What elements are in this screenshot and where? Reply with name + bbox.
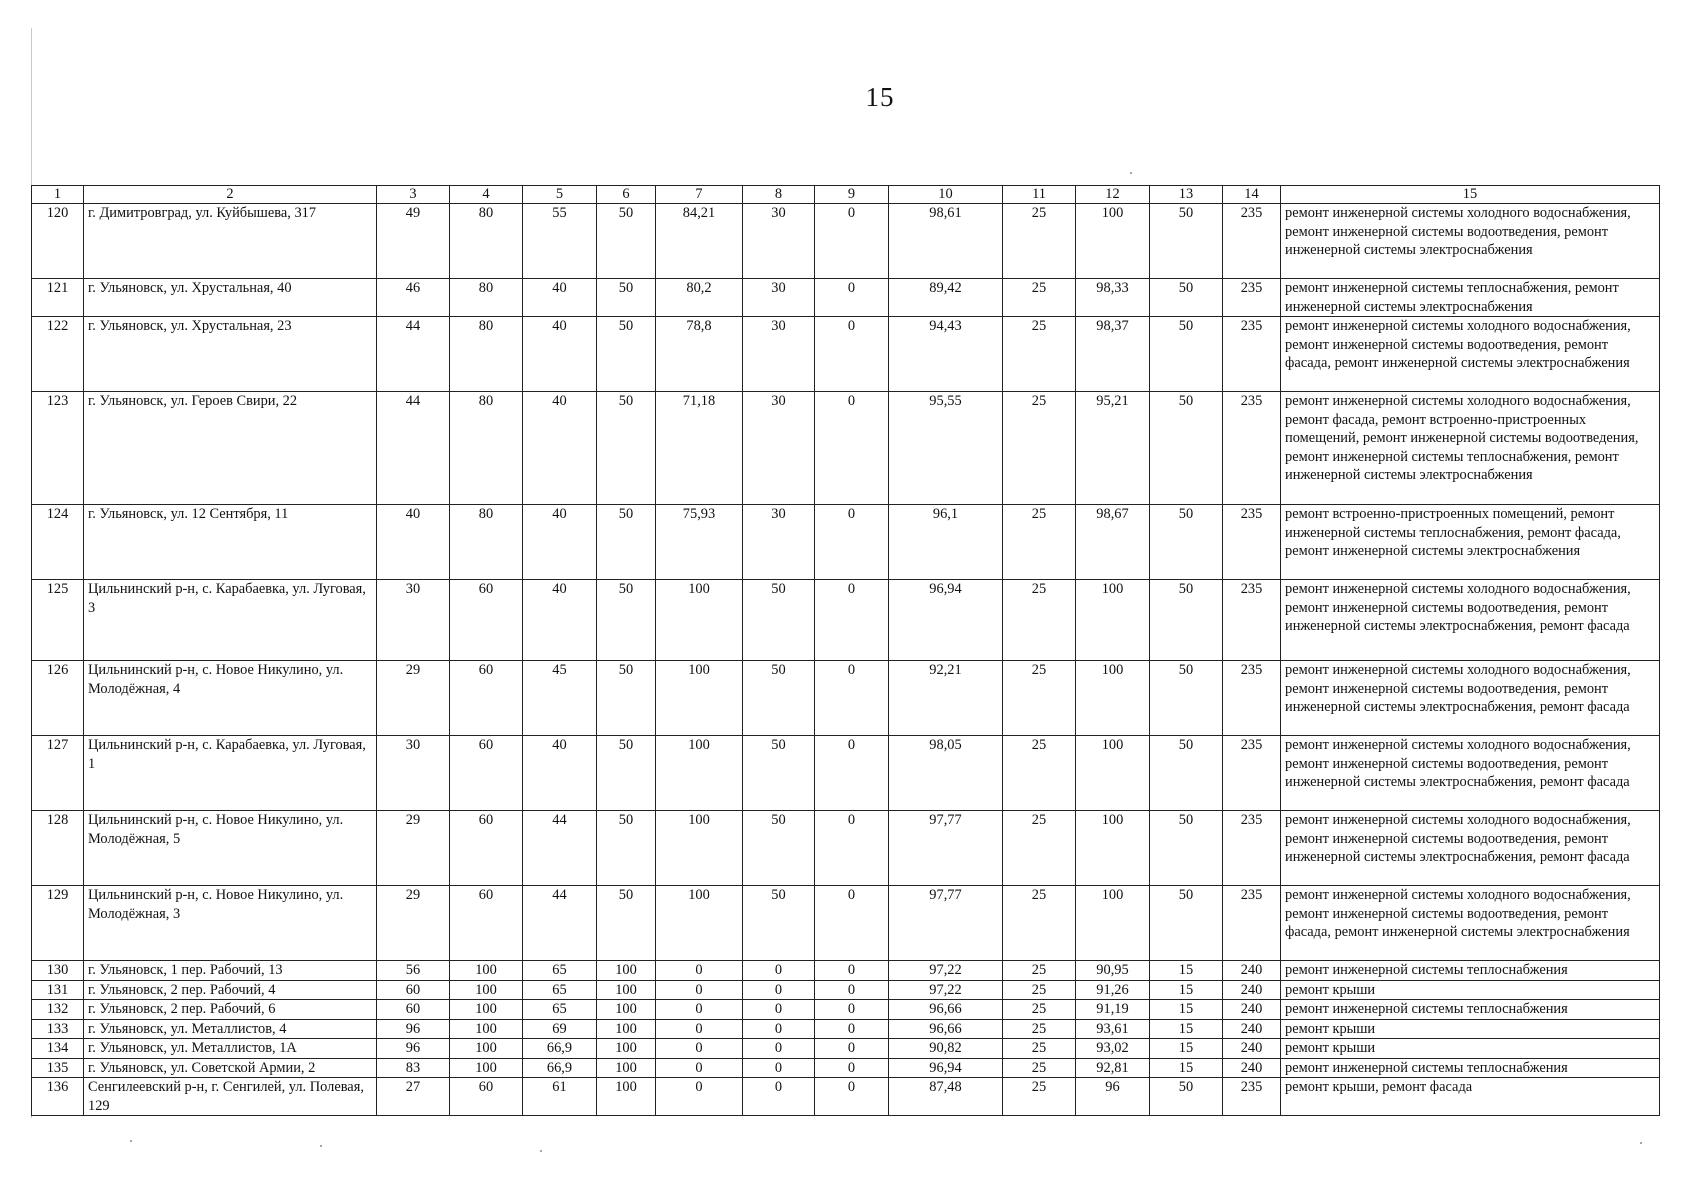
value-cell: 100 bbox=[450, 961, 523, 981]
value-cell: 100 bbox=[597, 1039, 656, 1059]
value-cell: 96,94 bbox=[889, 1058, 1003, 1078]
table-row bbox=[32, 811, 1660, 886]
value-cell: 27 bbox=[377, 1078, 450, 1116]
table-row bbox=[32, 886, 1660, 961]
value-cell: 100 bbox=[1076, 661, 1150, 736]
value-cell: 25 bbox=[1003, 980, 1076, 1000]
value-cell: 0 bbox=[743, 1019, 815, 1039]
value-cell: 15 bbox=[1150, 1058, 1223, 1078]
value-cell: 0 bbox=[656, 961, 743, 981]
value-cell: 97,77 bbox=[889, 886, 1003, 961]
value-cell: 40 bbox=[523, 736, 597, 811]
value-cell: 50 bbox=[597, 505, 656, 580]
works-cell: ремонт инженерной системы холодного водоснабжения, ремонт инженерной системы водоотведения, ремонт фасада, ремонт инженерной системы электроснабжения bbox=[1281, 317, 1660, 392]
value-cell: 100 bbox=[597, 1000, 656, 1020]
value-cell: 49 bbox=[377, 204, 450, 279]
table-row bbox=[32, 204, 1660, 279]
value-cell: 98,67 bbox=[1076, 505, 1150, 580]
value-cell: 50 bbox=[1150, 661, 1223, 736]
table-row bbox=[32, 1019, 1660, 1039]
table-row bbox=[32, 279, 1660, 317]
value-cell: 96 bbox=[1076, 1078, 1150, 1116]
value-cell: 29 bbox=[377, 886, 450, 961]
value-cell: 240 bbox=[1223, 1019, 1281, 1039]
table-row bbox=[32, 580, 1660, 661]
value-cell: 25 bbox=[1003, 1058, 1076, 1078]
value-cell: 235 bbox=[1223, 505, 1281, 580]
value-cell: 235 bbox=[1223, 661, 1281, 736]
value-cell: 0 bbox=[815, 505, 889, 580]
value-cell: 40 bbox=[523, 505, 597, 580]
works-cell: ремонт инженерной системы холодного водоснабжения, ремонт инженерной системы водоотведения, ремонт инженерной системы электроснабжения, ремонт фасада bbox=[1281, 580, 1660, 661]
row-number-cell: 120 bbox=[32, 204, 84, 279]
value-cell: 0 bbox=[815, 1039, 889, 1059]
value-cell: 240 bbox=[1223, 1058, 1281, 1078]
value-cell: 93,61 bbox=[1076, 1019, 1150, 1039]
value-cell: 100 bbox=[450, 1058, 523, 1078]
value-cell: 98,37 bbox=[1076, 317, 1150, 392]
column-header: 11 bbox=[1003, 186, 1076, 204]
value-cell: 50 bbox=[1150, 580, 1223, 661]
value-cell: 50 bbox=[1150, 279, 1223, 317]
address-cell: Цильнинский р-н, с. Новое Никулино, ул. Молодёжная, 3 bbox=[84, 886, 377, 961]
table-row bbox=[32, 1000, 1660, 1020]
value-cell: 25 bbox=[1003, 392, 1076, 505]
value-cell: 44 bbox=[377, 392, 450, 505]
value-cell: 95,55 bbox=[889, 392, 1003, 505]
value-cell: 25 bbox=[1003, 317, 1076, 392]
column-header: 14 bbox=[1223, 186, 1281, 204]
value-cell: 0 bbox=[656, 1000, 743, 1020]
value-cell: 235 bbox=[1223, 811, 1281, 886]
row-number-cell: 127 bbox=[32, 736, 84, 811]
value-cell: 0 bbox=[815, 1078, 889, 1116]
value-cell: 60 bbox=[450, 811, 523, 886]
value-cell: 60 bbox=[450, 1078, 523, 1116]
works-cell: ремонт инженерной системы холодного водоснабжения, ремонт инженерной системы водоотведения, ремонт инженерной системы электроснабжения bbox=[1281, 204, 1660, 279]
value-cell: 44 bbox=[523, 886, 597, 961]
value-cell: 93,02 bbox=[1076, 1039, 1150, 1059]
value-cell: 100 bbox=[1076, 886, 1150, 961]
value-cell: 240 bbox=[1223, 1039, 1281, 1059]
value-cell: 100 bbox=[1076, 811, 1150, 886]
value-cell: 0 bbox=[656, 1058, 743, 1078]
value-cell: 98,05 bbox=[889, 736, 1003, 811]
value-cell: 0 bbox=[815, 661, 889, 736]
value-cell: 65 bbox=[523, 980, 597, 1000]
value-cell: 15 bbox=[1150, 961, 1223, 981]
value-cell: 0 bbox=[815, 1058, 889, 1078]
value-cell: 40 bbox=[377, 505, 450, 580]
value-cell: 25 bbox=[1003, 505, 1076, 580]
value-cell: 25 bbox=[1003, 580, 1076, 661]
value-cell: 100 bbox=[450, 1019, 523, 1039]
value-cell: 30 bbox=[743, 317, 815, 392]
value-cell: 66,9 bbox=[523, 1058, 597, 1078]
value-cell: 96,66 bbox=[889, 1000, 1003, 1020]
value-cell: 80 bbox=[450, 279, 523, 317]
column-header: 6 bbox=[597, 186, 656, 204]
value-cell: 15 bbox=[1150, 1000, 1223, 1020]
column-header: 2 bbox=[84, 186, 377, 204]
value-cell: 96,1 bbox=[889, 505, 1003, 580]
data-table bbox=[31, 185, 1660, 1116]
value-cell: 0 bbox=[815, 580, 889, 661]
value-cell: 235 bbox=[1223, 886, 1281, 961]
value-cell: 15 bbox=[1150, 1039, 1223, 1059]
table-row bbox=[32, 505, 1660, 580]
value-cell: 30 bbox=[743, 279, 815, 317]
column-header: 10 bbox=[889, 186, 1003, 204]
works-cell: ремонт инженерной системы холодного водоснабжения, ремонт инженерной системы водоотведения, ремонт фасада, ремонт инженерной системы электроснабжения bbox=[1281, 886, 1660, 961]
value-cell: 235 bbox=[1223, 1078, 1281, 1116]
value-cell: 30 bbox=[743, 392, 815, 505]
value-cell: 83 bbox=[377, 1058, 450, 1078]
value-cell: 50 bbox=[1150, 392, 1223, 505]
value-cell: 50 bbox=[597, 736, 656, 811]
value-cell: 65 bbox=[523, 961, 597, 981]
value-cell: 30 bbox=[377, 736, 450, 811]
value-cell: 235 bbox=[1223, 392, 1281, 505]
value-cell: 30 bbox=[743, 505, 815, 580]
value-cell: 65 bbox=[523, 1000, 597, 1020]
value-cell: 40 bbox=[523, 317, 597, 392]
value-cell: 0 bbox=[743, 980, 815, 1000]
address-cell: г. Ульяновск, 2 пер. Рабочий, 6 bbox=[84, 1000, 377, 1020]
works-cell: ремонт крыши bbox=[1281, 1039, 1660, 1059]
column-header: 4 bbox=[450, 186, 523, 204]
value-cell: 100 bbox=[597, 961, 656, 981]
value-cell: 0 bbox=[815, 279, 889, 317]
value-cell: 98,61 bbox=[889, 204, 1003, 279]
value-cell: 0 bbox=[815, 961, 889, 981]
value-cell: 0 bbox=[656, 1078, 743, 1116]
value-cell: 50 bbox=[597, 392, 656, 505]
value-cell: 92,21 bbox=[889, 661, 1003, 736]
value-cell: 80 bbox=[450, 392, 523, 505]
value-cell: 0 bbox=[743, 1039, 815, 1059]
address-cell: г. Ульяновск, 2 пер. Рабочий, 4 bbox=[84, 980, 377, 1000]
value-cell: 40 bbox=[523, 392, 597, 505]
table-row bbox=[32, 317, 1660, 392]
row-number-cell: 130 bbox=[32, 961, 84, 981]
column-number-row bbox=[32, 186, 1660, 204]
value-cell: 240 bbox=[1223, 980, 1281, 1000]
value-cell: 240 bbox=[1223, 1000, 1281, 1020]
column-header: 8 bbox=[743, 186, 815, 204]
scan-speck bbox=[320, 1145, 322, 1147]
value-cell: 240 bbox=[1223, 961, 1281, 981]
value-cell: 235 bbox=[1223, 279, 1281, 317]
row-number-cell: 136 bbox=[32, 1078, 84, 1116]
value-cell: 71,18 bbox=[656, 392, 743, 505]
row-number-cell: 125 bbox=[32, 580, 84, 661]
value-cell: 29 bbox=[377, 661, 450, 736]
works-cell: ремонт встроенно-пристроенных помещений, ремонт инженерной системы теплоснабжения, ремонт фасада, ремонт инженерной системы электроснабжения bbox=[1281, 505, 1660, 580]
table-row bbox=[32, 736, 1660, 811]
works-cell: ремонт инженерной системы холодного водоснабжения, ремонт инженерной системы водоотведения, ремонт инженерной системы электроснабжения, ремонт фасада bbox=[1281, 736, 1660, 811]
value-cell: 50 bbox=[1150, 204, 1223, 279]
value-cell: 90,95 bbox=[1076, 961, 1150, 981]
value-cell: 60 bbox=[450, 886, 523, 961]
table-row bbox=[32, 961, 1660, 981]
value-cell: 91,19 bbox=[1076, 1000, 1150, 1020]
value-cell: 25 bbox=[1003, 279, 1076, 317]
value-cell: 69 bbox=[523, 1019, 597, 1039]
value-cell: 87,48 bbox=[889, 1078, 1003, 1116]
column-header: 15 bbox=[1281, 186, 1660, 204]
value-cell: 50 bbox=[743, 811, 815, 886]
value-cell: 50 bbox=[743, 661, 815, 736]
value-cell: 50 bbox=[1150, 886, 1223, 961]
value-cell: 56 bbox=[377, 961, 450, 981]
works-cell: ремонт крыши, ремонт фасада bbox=[1281, 1078, 1660, 1116]
value-cell: 60 bbox=[450, 736, 523, 811]
value-cell: 96 bbox=[377, 1039, 450, 1059]
value-cell: 75,93 bbox=[656, 505, 743, 580]
address-cell: г. Ульяновск, ул. Хрустальная, 40 bbox=[84, 279, 377, 317]
value-cell: 0 bbox=[743, 961, 815, 981]
value-cell: 96,94 bbox=[889, 580, 1003, 661]
value-cell: 0 bbox=[815, 204, 889, 279]
table-row bbox=[32, 980, 1660, 1000]
column-header: 12 bbox=[1076, 186, 1150, 204]
address-cell: г. Ульяновск, ул. Советской Армии, 2 bbox=[84, 1058, 377, 1078]
value-cell: 97,77 bbox=[889, 811, 1003, 886]
value-cell: 30 bbox=[743, 204, 815, 279]
row-number-cell: 134 bbox=[32, 1039, 84, 1059]
value-cell: 100 bbox=[656, 736, 743, 811]
address-cell: Цильнинский р-н, с. Карабаевка, ул. Луговая, 3 bbox=[84, 580, 377, 661]
value-cell: 100 bbox=[597, 1078, 656, 1116]
value-cell: 84,21 bbox=[656, 204, 743, 279]
value-cell: 96,66 bbox=[889, 1019, 1003, 1039]
value-cell: 0 bbox=[815, 392, 889, 505]
value-cell: 80 bbox=[450, 204, 523, 279]
value-cell: 0 bbox=[815, 1019, 889, 1039]
works-cell: ремонт инженерной системы теплоснабжения bbox=[1281, 961, 1660, 981]
value-cell: 98,33 bbox=[1076, 279, 1150, 317]
row-number-cell: 129 bbox=[32, 886, 84, 961]
page-number: 15 bbox=[865, 82, 895, 112]
value-cell: 80 bbox=[450, 505, 523, 580]
value-cell: 0 bbox=[656, 1039, 743, 1059]
value-cell: 97,22 bbox=[889, 980, 1003, 1000]
value-cell: 100 bbox=[597, 1019, 656, 1039]
value-cell: 60 bbox=[450, 580, 523, 661]
scan-speck bbox=[1130, 172, 1132, 174]
address-cell: г. Ульяновск, ул. Металлистов, 1А bbox=[84, 1039, 377, 1059]
address-cell: Цильнинский р-н, с. Карабаевка, ул. Луговая, 1 bbox=[84, 736, 377, 811]
value-cell: 25 bbox=[1003, 1039, 1076, 1059]
value-cell: 100 bbox=[1076, 204, 1150, 279]
value-cell: 30 bbox=[377, 580, 450, 661]
address-cell: Цильнинский р-н, с. Новое Никулино, ул. Молодёжная, 4 bbox=[84, 661, 377, 736]
value-cell: 60 bbox=[450, 661, 523, 736]
value-cell: 100 bbox=[450, 1039, 523, 1059]
works-cell: ремонт инженерной системы теплоснабжения bbox=[1281, 1058, 1660, 1078]
works-cell: ремонт инженерной системы холодного водоснабжения, ремонт инженерной системы водоотведения, ремонт инженерной системы электроснабжения, ремонт фасада bbox=[1281, 661, 1660, 736]
scan-speck bbox=[130, 1140, 132, 1142]
works-cell: ремонт инженерной системы холодного водоснабжения, ремонт инженерной системы водоотведения, ремонт инженерной системы электроснабжения, ремонт фасада bbox=[1281, 811, 1660, 886]
row-number-cell: 131 bbox=[32, 980, 84, 1000]
value-cell: 100 bbox=[1076, 580, 1150, 661]
value-cell: 50 bbox=[1150, 1078, 1223, 1116]
value-cell: 0 bbox=[743, 1078, 815, 1116]
value-cell: 25 bbox=[1003, 1078, 1076, 1116]
value-cell: 80 bbox=[450, 317, 523, 392]
value-cell: 50 bbox=[597, 661, 656, 736]
value-cell: 0 bbox=[656, 980, 743, 1000]
value-cell: 0 bbox=[815, 1000, 889, 1020]
column-header: 1 bbox=[32, 186, 84, 204]
value-cell: 0 bbox=[815, 980, 889, 1000]
value-cell: 80,2 bbox=[656, 279, 743, 317]
value-cell: 46 bbox=[377, 279, 450, 317]
value-cell: 44 bbox=[377, 317, 450, 392]
table-row bbox=[32, 392, 1660, 505]
table-row bbox=[32, 1058, 1660, 1078]
table-row bbox=[32, 661, 1660, 736]
value-cell: 25 bbox=[1003, 961, 1076, 981]
row-number-cell: 135 bbox=[32, 1058, 84, 1078]
value-cell: 25 bbox=[1003, 886, 1076, 961]
address-cell: г. Ульяновск, ул. Героев Свири, 22 bbox=[84, 392, 377, 505]
value-cell: 15 bbox=[1150, 980, 1223, 1000]
value-cell: 97,22 bbox=[889, 961, 1003, 981]
row-number-cell: 126 bbox=[32, 661, 84, 736]
column-header: 5 bbox=[523, 186, 597, 204]
column-header: 3 bbox=[377, 186, 450, 204]
row-number-cell: 121 bbox=[32, 279, 84, 317]
column-header: 9 bbox=[815, 186, 889, 204]
value-cell: 25 bbox=[1003, 204, 1076, 279]
value-cell: 61 bbox=[523, 1078, 597, 1116]
scan-speck bbox=[540, 1150, 542, 1152]
address-cell: г. Ульяновск, 1 пер. Рабочий, 13 bbox=[84, 961, 377, 981]
value-cell: 29 bbox=[377, 811, 450, 886]
works-cell: ремонт крыши bbox=[1281, 1019, 1660, 1039]
address-cell: г. Ульяновск, ул. Хрустальная, 23 bbox=[84, 317, 377, 392]
value-cell: 96 bbox=[377, 1019, 450, 1039]
value-cell: 0 bbox=[743, 1000, 815, 1020]
value-cell: 0 bbox=[815, 736, 889, 811]
value-cell: 25 bbox=[1003, 1019, 1076, 1039]
value-cell: 100 bbox=[656, 886, 743, 961]
value-cell: 100 bbox=[656, 661, 743, 736]
value-cell: 100 bbox=[656, 580, 743, 661]
row-number-cell: 123 bbox=[32, 392, 84, 505]
value-cell: 94,43 bbox=[889, 317, 1003, 392]
address-cell: г. Димитровград, ул. Куйбышева, 317 bbox=[84, 204, 377, 279]
address-cell: г. Ульяновск, ул. 12 Сентября, 11 bbox=[84, 505, 377, 580]
value-cell: 44 bbox=[523, 811, 597, 886]
value-cell: 50 bbox=[1150, 505, 1223, 580]
row-number-cell: 128 bbox=[32, 811, 84, 886]
value-cell: 15 bbox=[1150, 1019, 1223, 1039]
value-cell: 25 bbox=[1003, 811, 1076, 886]
value-cell: 40 bbox=[523, 580, 597, 661]
value-cell: 50 bbox=[1150, 317, 1223, 392]
value-cell: 25 bbox=[1003, 736, 1076, 811]
value-cell: 0 bbox=[743, 1058, 815, 1078]
value-cell: 40 bbox=[523, 279, 597, 317]
address-cell: Цильнинский р-н, с. Новое Никулино, ул. Молодёжная, 5 bbox=[84, 811, 377, 886]
value-cell: 95,21 bbox=[1076, 392, 1150, 505]
table-row bbox=[32, 1078, 1660, 1116]
value-cell: 60 bbox=[377, 1000, 450, 1020]
value-cell: 0 bbox=[815, 811, 889, 886]
column-header: 13 bbox=[1150, 186, 1223, 204]
value-cell: 235 bbox=[1223, 204, 1281, 279]
value-cell: 100 bbox=[450, 1000, 523, 1020]
value-cell: 60 bbox=[377, 980, 450, 1000]
value-cell: 50 bbox=[743, 580, 815, 661]
value-cell: 100 bbox=[656, 811, 743, 886]
value-cell: 100 bbox=[450, 980, 523, 1000]
table-row bbox=[32, 1039, 1660, 1059]
value-cell: 0 bbox=[656, 1019, 743, 1039]
value-cell: 50 bbox=[597, 204, 656, 279]
value-cell: 50 bbox=[597, 811, 656, 886]
value-cell: 50 bbox=[743, 886, 815, 961]
works-cell: ремонт инженерной системы теплоснабжения bbox=[1281, 1000, 1660, 1020]
value-cell: 55 bbox=[523, 204, 597, 279]
value-cell: 25 bbox=[1003, 661, 1076, 736]
value-cell: 235 bbox=[1223, 317, 1281, 392]
value-cell: 0 bbox=[815, 317, 889, 392]
value-cell: 78,8 bbox=[656, 317, 743, 392]
value-cell: 100 bbox=[597, 1058, 656, 1078]
value-cell: 91,26 bbox=[1076, 980, 1150, 1000]
value-cell: 50 bbox=[597, 317, 656, 392]
scan-speck bbox=[1640, 1142, 1642, 1144]
value-cell: 50 bbox=[1150, 811, 1223, 886]
works-cell: ремонт инженерной системы холодного водоснабжения, ремонт фасада, ремонт встроенно-пристроенных помещений, ремонт инженерной системы водоотведения, ремонт инженерной системы теплоснабжения, ремонт инженерной системы электроснабжения bbox=[1281, 392, 1660, 505]
value-cell: 235 bbox=[1223, 580, 1281, 661]
row-number-cell: 132 bbox=[32, 1000, 84, 1020]
value-cell: 50 bbox=[597, 886, 656, 961]
row-number-cell: 124 bbox=[32, 505, 84, 580]
value-cell: 100 bbox=[597, 980, 656, 1000]
value-cell: 50 bbox=[1150, 736, 1223, 811]
value-cell: 100 bbox=[1076, 736, 1150, 811]
row-number-cell: 122 bbox=[32, 317, 84, 392]
works-cell: ремонт крыши bbox=[1281, 980, 1660, 1000]
value-cell: 90,82 bbox=[889, 1039, 1003, 1059]
works-cell: ремонт инженерной системы теплоснабжения, ремонт инженерной системы электроснабжения bbox=[1281, 279, 1660, 317]
value-cell: 50 bbox=[597, 279, 656, 317]
row-number-cell: 133 bbox=[32, 1019, 84, 1039]
value-cell: 50 bbox=[597, 580, 656, 661]
value-cell: 89,42 bbox=[889, 279, 1003, 317]
column-header: 7 bbox=[656, 186, 743, 204]
value-cell: 0 bbox=[815, 886, 889, 961]
address-cell: г. Ульяновск, ул. Металлистов, 4 bbox=[84, 1019, 377, 1039]
value-cell: 92,81 bbox=[1076, 1058, 1150, 1078]
address-cell: Сенгилеевский р-н, г. Сенгилей, ул. Полевая, 129 bbox=[84, 1078, 377, 1116]
value-cell: 25 bbox=[1003, 1000, 1076, 1020]
value-cell: 66,9 bbox=[523, 1039, 597, 1059]
value-cell: 235 bbox=[1223, 736, 1281, 811]
value-cell: 50 bbox=[743, 736, 815, 811]
value-cell: 45 bbox=[523, 661, 597, 736]
